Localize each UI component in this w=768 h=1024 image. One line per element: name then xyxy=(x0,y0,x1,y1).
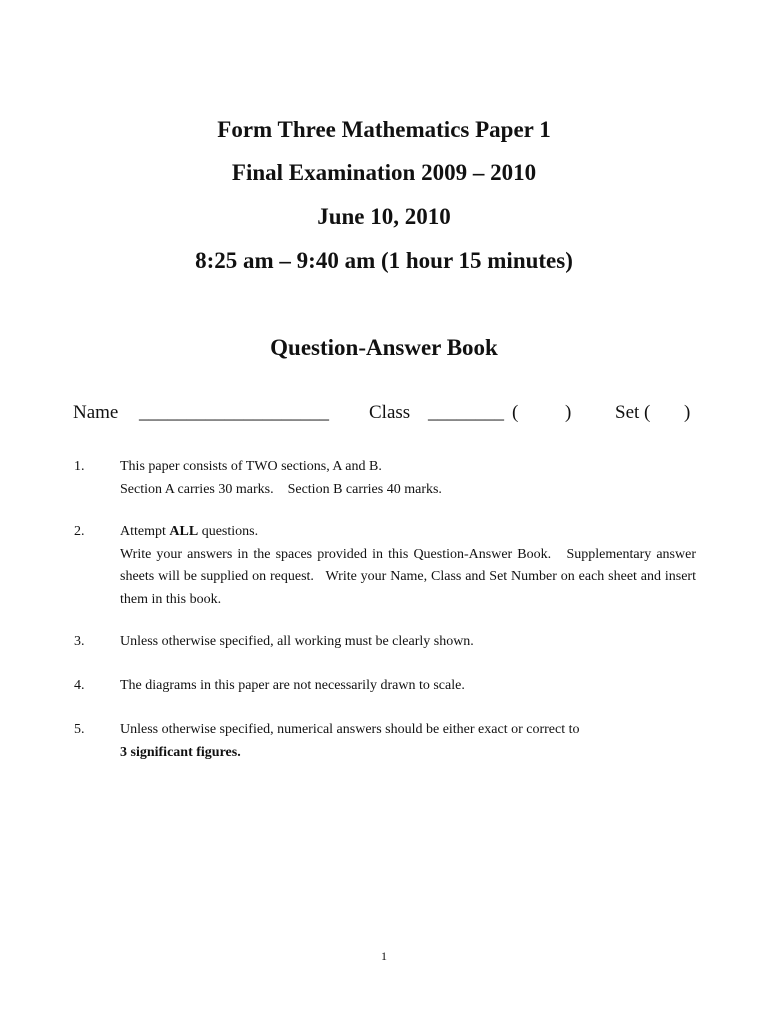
emphasis-all: ALL xyxy=(169,524,199,539)
instruction-text: This paper consists of TWO sections, A and B. xyxy=(120,459,382,474)
instruction-number: 1. xyxy=(74,459,85,474)
book-title: Question-Answer Book xyxy=(270,335,498,360)
name-field[interactable]: ____________________ xyxy=(139,402,329,423)
instruction-text: Attempt ALL questions. xyxy=(120,524,259,539)
instruction-paragraph: Write your answers in the spaces provided in this Question-Answer Book. Supplementary answer sheets will be supplied on request. Write your Name, Class and Set Number on each sheet and insert them in this book. xyxy=(120,546,696,607)
class-label: Class xyxy=(369,402,411,423)
instruction-text: Section A carries 30 marks. Section B carries 40 marks. xyxy=(120,481,442,497)
instruction-number: 4. xyxy=(74,678,85,693)
emphasis-significant-figures: 3 significant figures. xyxy=(120,744,241,760)
instruction-number: 3. xyxy=(74,634,85,649)
class-number-close-paren: ) xyxy=(565,402,572,423)
paper-title: Form Three Mathematics Paper 1 xyxy=(217,117,551,142)
name-label: Name xyxy=(73,402,119,423)
set-close-paren: ) xyxy=(684,402,691,423)
instruction-text: Unless otherwise specified, all working must be clearly shown. xyxy=(120,634,474,649)
instruction-text: The diagrams in this paper are not necessarily drawn to scale. xyxy=(120,678,465,693)
instruction-number: 5. xyxy=(74,722,85,737)
page-number: 1 xyxy=(381,949,387,963)
exam-time: 8:25 am – 9:40 am (1 hour 15 minutes) xyxy=(195,248,573,273)
candidate-info-row xyxy=(0,400,768,426)
set-label: Set ( xyxy=(615,402,651,423)
instruction-text: Unless otherwise specified, numerical answers should be either exact or correct to xyxy=(120,722,580,737)
exam-name: Final Examination 2009 – 2010 xyxy=(231,160,537,185)
class-number-open-paren: ( xyxy=(512,402,519,423)
exam-date: June 10, 2010 xyxy=(317,204,451,229)
instruction-number: 2. xyxy=(74,524,85,539)
class-field[interactable]: ________ xyxy=(428,402,504,423)
